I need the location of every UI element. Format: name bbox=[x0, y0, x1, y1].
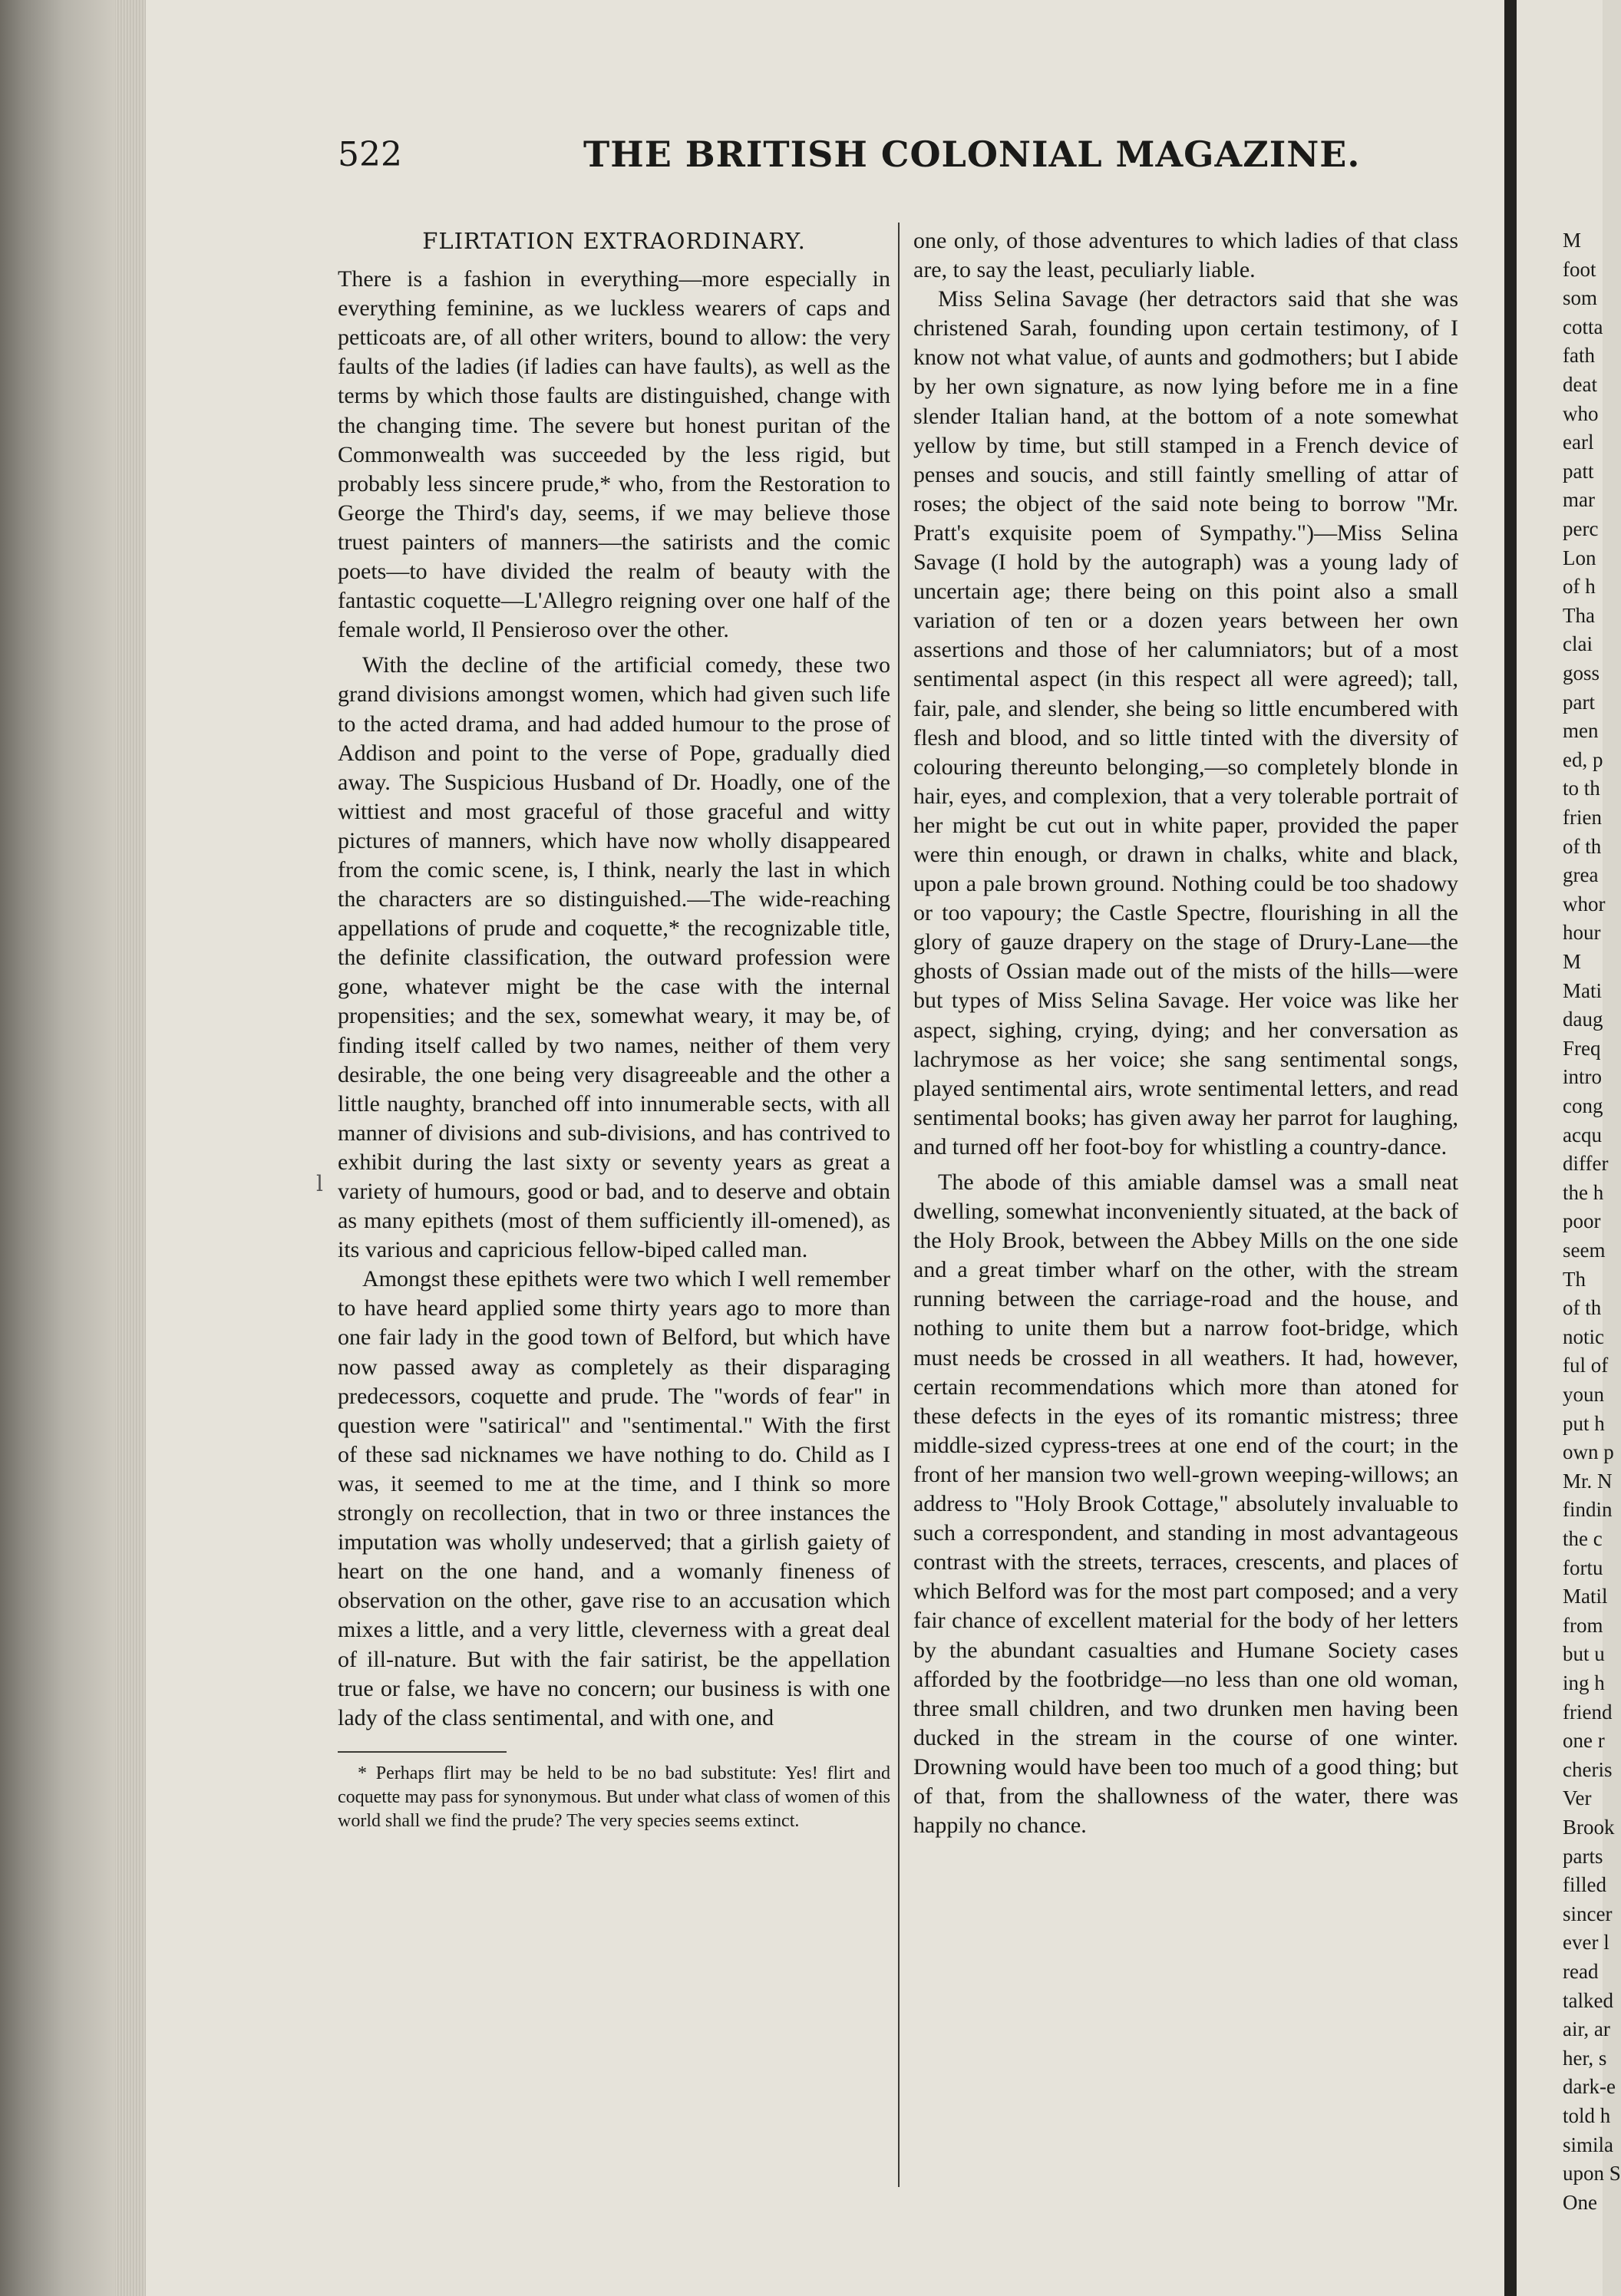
facing-page-word: findin bbox=[1563, 1498, 1613, 1522]
facing-page-word: clai bbox=[1563, 632, 1593, 656]
facing-page-word: Matil bbox=[1563, 1585, 1608, 1608]
footnote-rule bbox=[338, 1751, 507, 1753]
facing-page-word: som bbox=[1563, 286, 1598, 310]
facing-page-word: own p bbox=[1563, 1440, 1614, 1464]
facing-page-word: mar bbox=[1563, 488, 1595, 512]
facing-page-word: from bbox=[1563, 1613, 1603, 1637]
facing-page-word: one r bbox=[1563, 1729, 1605, 1753]
book-spine bbox=[0, 0, 115, 2296]
facing-page-word: sincer bbox=[1563, 1902, 1613, 1925]
facing-page-word: M bbox=[1563, 229, 1582, 252]
facing-page-word: Brook bbox=[1563, 1816, 1615, 1839]
facing-page-word: her, s bbox=[1563, 2046, 1607, 2070]
facing-page-word: Ver bbox=[1563, 1786, 1592, 1810]
article-paragraph: With the decline of the artificial comedy, these two grand divisions amongst women, which had given such life to the acted drama, and had added humour to the prose of Addison and point to the verse of Pope, gradually died away. The Suspicious Husband of Dr. Hoadly, one of the wittiest and most graceful of those graceful and witty pictures of manners, which have now wholly disappeared from the comic scene, is, I think, nearly the last in which the characters are so distinguished.—The wide-reaching appellations of prude and coquette,* the recognizable title, the definite classification, the outward profession were gone, whatever might be the case with the internal propensities; and the sex, somewhat weary, it may be, of finding itself called by two names, neither of them very desirable, the one being very disagreeable and the other a little naughty, branched off into innumerable sects, with all manner of divisions and sub-divisions, and has contrived to exhibit during the last sixty or seventy years as great a variety of humours, good or bad, and to deserve and obtain as many epithets (most of them sufficiently ill-omened), as its various and capricious fellow-biped called man. bbox=[338, 652, 890, 1263]
facing-page-word: fath bbox=[1563, 344, 1595, 368]
article-paragraph: Miss Selina Savage (her detractors said that she was christened Sarah, founding upon certain testimony, of I know not what value, of aunts and godmothers; but I abide by her own signature, as now lying before me in a fine slender Italian hand, at the bottom of a note somewhat yellow by time, but still stamped in a French device of penses and soucis, and still faintly smelling of attar of roses; the object of the said note being to borrow "Mr. Pratt's exquisite poem of Sympathy.")—Miss Selina Savage (I hold by the autograph) was a young lady of uncertain age; there being on this point also a small variation of ten or a dozen years between her own assertions and those of her calumniators; but of a most sentimental aspect (in this respect all were agreed); tall, fair, pale, and slender, she being so little encumbered with flesh and blood, and so little tinted with the diversity of colouring thereunto belonging,—so completely blonde in hair, eyes, and complexion, that a very tolerable portrait of her might be cut out in white paper, provided the paper were thin enough, or drawn in chalks, white and black, upon a pale brown ground. Nothing could be too shadowy or too vapoury; the Castle Spectre, flourishing in all the glory of gauze drapery on the stage of Drury-Lane—the ghosts of Ossian made out of the mists of the hills—were but types of Miss Selina Savage. Her voice was like her aspect, sighing, crying, dying; and her conversation as lachrymose as her voice; she sang sentimental songs, played sentimental airs, wrote sentimental letters, and read sentimental books; has given away her parrot for laughing, and turned off her foot-boy for whistling a country-dance. bbox=[913, 286, 1458, 1160]
facing-page-word: earl bbox=[1563, 430, 1594, 454]
facing-page-word: foot bbox=[1563, 257, 1596, 281]
facing-page-word: M bbox=[1563, 950, 1582, 973]
footnote: * Perhaps flirt may be held to be no bad substitute: Yes! flirt and coquette may pass for synonymous. But under what class of women of this world shall we find the prude? The very species seems extinct. bbox=[338, 1763, 890, 1831]
facing-page-word: daug bbox=[1563, 1008, 1603, 1031]
facing-page-word: to th bbox=[1563, 777, 1600, 800]
facing-page-word: fortu bbox=[1563, 1555, 1603, 1579]
article-paragraph: Amongst these epithets were two which I well remember to have heard applied some thirty years ago to more than one fair lady in the good town of Belford, but which have now passed away as completely as their disparaging predecessors, coquette and prude. The "words of fear" in question were "satirical" and "sentimental." With the first of these sad nicknames we have nothing to do. Child as I was, it seemed to me at the time, and I think so more strongly on recollection, that in two or three instances the imputation was wholly undeserved; that a girlish gaiety of heart on the one hand, and a womanly fineness of observation on the other, gave rise to an accusation which mixes a little, and a very little, cleverness with a great deal of ill-nature. But with the fair satirist, be the appellation true or false, we have no concern; our business is with one lady of the class sentimental, and with one, and bbox=[338, 1266, 890, 1730]
facing-page-word: frien bbox=[1563, 806, 1602, 829]
facing-page-word: talked bbox=[1563, 1988, 1613, 2012]
facing-page-word: Freq bbox=[1563, 1036, 1601, 1060]
article-title: FLIRTATION EXTRAORDINARY. bbox=[422, 228, 806, 254]
facing-page-word: ever l bbox=[1563, 1931, 1609, 1955]
facing-page-word: who bbox=[1563, 401, 1599, 425]
facing-page-word: cotta bbox=[1563, 315, 1603, 338]
facing-page-word: Th bbox=[1563, 1267, 1586, 1291]
facing-page-word: the c bbox=[1563, 1527, 1603, 1550]
facing-page-word: upon S bbox=[1563, 2162, 1621, 2185]
page-gutter bbox=[1504, 0, 1517, 2296]
facing-page-word: deat bbox=[1563, 373, 1597, 396]
facing-page-word: dark-e bbox=[1563, 2075, 1616, 2099]
facing-page-word: read bbox=[1563, 1960, 1599, 1983]
facing-page-word: hour bbox=[1563, 921, 1601, 945]
facing-page-word: goss bbox=[1563, 661, 1600, 685]
facing-page-word: notic bbox=[1563, 1324, 1604, 1348]
facing-page-word: intro bbox=[1563, 1065, 1602, 1089]
facing-page-word: ful of bbox=[1563, 1354, 1609, 1377]
facing-page-word: grea bbox=[1563, 863, 1599, 887]
facing-page-word: poor bbox=[1563, 1209, 1601, 1233]
facing-page-word: air, ar bbox=[1563, 2017, 1610, 2041]
facing-page-word: friend bbox=[1563, 1700, 1613, 1724]
facing-page-word: but u bbox=[1563, 1642, 1605, 1666]
page-edges bbox=[115, 0, 146, 2296]
facing-page-word: acqu bbox=[1563, 1123, 1602, 1146]
facing-page-word: the h bbox=[1563, 1180, 1604, 1204]
facing-page-word: Mati bbox=[1563, 978, 1602, 1002]
facing-page-word: part bbox=[1563, 690, 1595, 714]
facing-page-word: cheris bbox=[1563, 1757, 1613, 1781]
facing-page-word: of th bbox=[1563, 834, 1602, 858]
facing-page-word: ed, p bbox=[1563, 747, 1603, 771]
facing-page-word: put h bbox=[1563, 1411, 1605, 1435]
facing-page-word: differ bbox=[1563, 1152, 1609, 1176]
facing-page-word: men bbox=[1563, 719, 1599, 743]
article-paragraph: one only, of those adventures to which ladies of that class are, to say the least, peculiarly liable. bbox=[913, 228, 1458, 283]
article-paragraph: There is a fashion in everything—more especially in everything feminine, as we luckless wearers of caps and petticoats are, of all other writers, bound to allow: the very faults of the ladies (if ladies can have faults), as well as the terms by which those faults are distinguished, change with the changing time. The severe but honest puritan of the Commonwealth was succeeded by the less rigid, but probably less sincere prude,* who, from the Restoration to George the Third's day, seems, if we may believe those truest painters of manners—the satirists and the comic poets—to have divided the realm of beauty with the fantastic coquette—L'Allegro reigning over one half of the female world, Il Pensieroso over the other. bbox=[338, 266, 890, 643]
left-column bbox=[338, 226, 890, 1833]
facing-page-word: cong bbox=[1563, 1094, 1603, 1117]
facing-page-word: seem bbox=[1563, 1239, 1606, 1262]
facing-page-fragment bbox=[1517, 0, 1621, 2296]
facing-page-word: Tha bbox=[1563, 603, 1595, 627]
running-title: THE BRITISH COLONIAL MAGAZINE. bbox=[583, 134, 1361, 175]
pencil-margin-mark: l bbox=[316, 1171, 323, 1196]
facing-page-word: One bbox=[1563, 2190, 1597, 2214]
facing-page-word: simila bbox=[1563, 2133, 1613, 2156]
facing-page-word: of th bbox=[1563, 1296, 1602, 1320]
facing-page-word: whor bbox=[1563, 892, 1606, 915]
facing-page-word: Mr. N bbox=[1563, 1469, 1613, 1493]
article-paragraph: The abode of this amiable damsel was a small neat dwelling, somewhat inconveniently situated, at the back of the Holy Brook, between the Abbey Mills on the one side and a great timber wharf on the other, with the stream running between the carriage-road and the house, and nothing to unite them but a narrow foot-bridge, which must needs be crossed in all weathers. It had, however, certain recommendations which more than atoned for these defects in the eyes of its romantic mistress; three middle-sized cypress-trees at one end of the court; in the front of her mansion two well-grown weeping-willows; an address to "Holy Brook Cottage," absolutely invaluable to such a correspondent, and standing in most advantageous contrast with the streets, terraces, crescents, and places of which Belford was for the most part composed; and a very fair chance of excellent material for the body of her letters by the abundant casualties and Humane Society cases afforded by the footbridge—no less than one old woman, three small children, and two drunken men having been ducked in the stream in the course of one winter. Drowning would have been too much of a good thing; but of that, from the shallowness of the water, there was happily no chance. bbox=[913, 1169, 1458, 1839]
facing-page-word: parts bbox=[1563, 1844, 1603, 1868]
page-header bbox=[338, 130, 1504, 184]
facing-page-word: youn bbox=[1563, 1383, 1604, 1406]
right-column bbox=[913, 226, 1458, 1840]
facing-page-word: Lon bbox=[1563, 546, 1596, 569]
facing-page-word: patt bbox=[1563, 459, 1594, 483]
facing-page-word: of h bbox=[1563, 575, 1596, 599]
page-number: 522 bbox=[338, 135, 402, 174]
facing-page-word: filled bbox=[1563, 1873, 1606, 1897]
facing-page-word: ing h bbox=[1563, 1671, 1605, 1694]
facing-page-word: told h bbox=[1563, 2104, 1611, 2127]
facing-page-word: perc bbox=[1563, 517, 1599, 540]
column-rule bbox=[898, 223, 900, 2187]
